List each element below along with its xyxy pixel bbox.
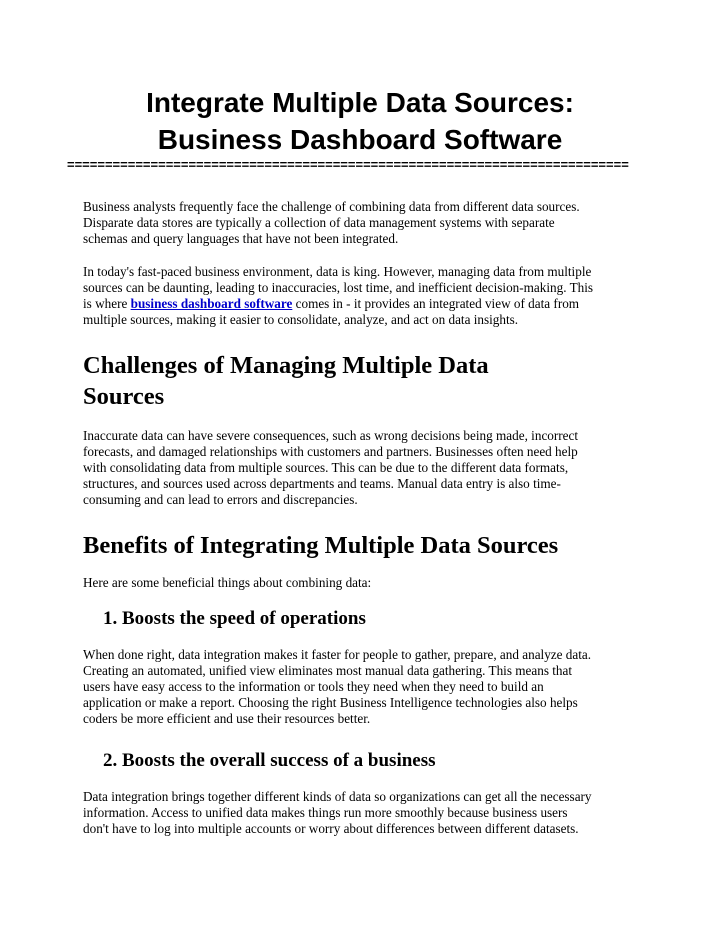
paragraph-line: coders be more efficient and use their resources better.: [83, 711, 371, 726]
paragraph-line: information. Access to unified data makes things run more smoothly because business users: [83, 805, 568, 820]
paragraph-line: application or make a report. Choosing the right Business Intelligence technologies also helps: [83, 695, 578, 710]
link-prefix-text: is where: [83, 296, 131, 311]
page-title: [83, 84, 637, 158]
page-title-line1: Integrate Multiple Data Sources:: [146, 87, 574, 118]
paragraph-line: [83, 296, 637, 312]
subheading-boost-speed: 1. Boosts the speed of operations: [103, 608, 366, 629]
paragraph-line: sources can be daunting, leading to inaccuracies, lost time, and inefficient decision-making. This: [83, 280, 594, 295]
link-suffix-text: comes in - it provides an integrated view of data from: [292, 296, 580, 311]
paragraph-line: Inaccurate data can have severe consequences, such as wrong decisions being made, incorrect: [83, 428, 579, 443]
paragraph-line: forecasts, and damaged relationships with customers and partners. Businesses often need help: [83, 444, 578, 459]
benefits-intro-paragraph: [83, 575, 637, 591]
intro-paragraph-1: [83, 199, 637, 247]
section-heading-challenges: [83, 350, 637, 412]
paragraph-line: structures, and sources used across departments and teams. Manual data entry is also time-: [83, 476, 561, 491]
challenges-paragraph: [83, 428, 637, 508]
paragraph-line: don't have to log into multiple accounts or worry about differences between different datasets.: [83, 821, 579, 836]
heading-line: Sources: [83, 383, 165, 410]
page-title-line2: Business Dashboard Software: [157, 124, 563, 155]
paragraph-line: consuming and can lead to errors and discrepancies.: [83, 492, 358, 507]
paragraph-line: In today's fast-paced business environment, data is king. However, managing data from multiple: [83, 264, 592, 279]
paragraph-line: users have easy access to the information or tools they need when they need to build an: [83, 679, 544, 694]
benefit-2-paragraph: [83, 789, 637, 837]
business-dashboard-software-link[interactable]: business dashboard software: [130, 296, 293, 311]
paragraph-line: Business analysts frequently face the challenge of combining data from different data sources.: [83, 199, 580, 214]
benefit-1-paragraph: [83, 647, 637, 727]
paragraph-line: Creating an automated, unified view eliminates most manual data gathering. This means that: [83, 663, 573, 678]
paragraph-line: Disparate data stores are typically a collection of data management systems with separate: [83, 215, 555, 230]
intro-paragraph-2: [83, 264, 637, 328]
paragraph-line: multiple sources, making it easier to consolidate, analyze, and act on data insights.: [83, 312, 519, 327]
heading-line: Benefits of Integrating Multiple Data Sources: [83, 532, 559, 559]
paragraph-line: When done right, data integration makes it faster for people to gather, prepare, and analyze data.: [83, 647, 592, 662]
paragraph-line: with consolidating data from multiple sources. This can be due to the different data formats,: [83, 460, 569, 475]
paragraph-line: Data integration brings together different kinds of data so organizations can get all the necessary: [83, 789, 592, 804]
section-heading-benefits: [83, 530, 637, 561]
title-separator-line: ==========================================================================: [67, 158, 629, 172]
paragraph-line: Here are some beneficial things about combining data:: [83, 575, 372, 590]
subheading-boost-success: 2. Boosts the overall success of a business: [103, 750, 436, 771]
paragraph-line: schemas and query languages that have not been integrated.: [83, 231, 399, 246]
heading-line: Challenges of Managing Multiple Data: [83, 352, 489, 379]
